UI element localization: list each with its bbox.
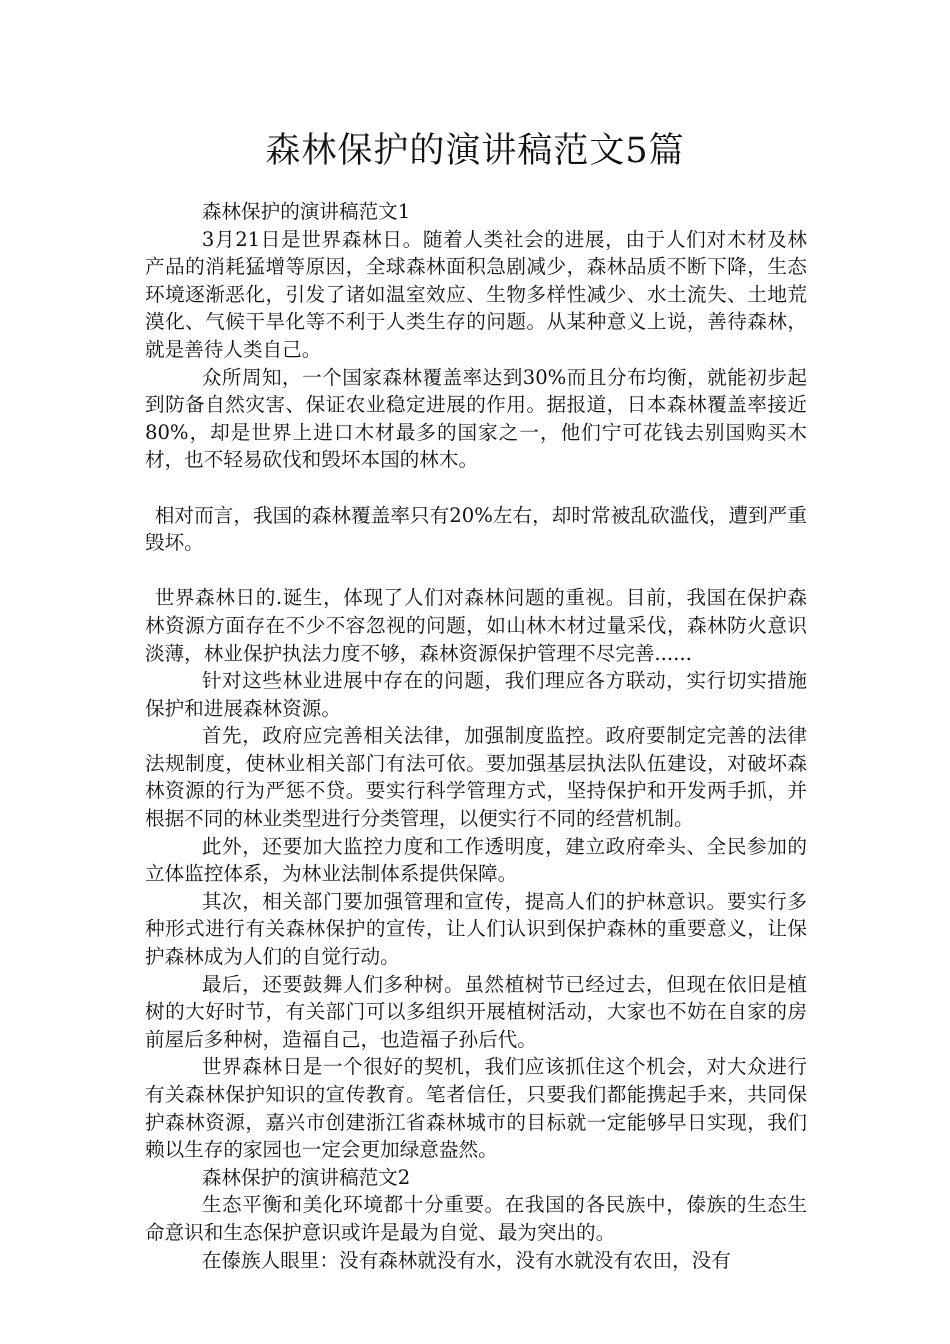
paragraph: 生态平衡和美化环境都十分重要。在我国的各民族中，傣族的生态生命意识和生态保护意识或许是最为自觉、最为突出的。 [145, 1193, 807, 1244]
document-body [145, 198, 807, 1274]
paragraph: 世界森林日是一个很好的契机，我们应该抓住这个机会，对大众进行有关森林保护知识的宣传教育。笔者信任，只要我们都能携起手来，共同保护森林资源，嘉兴市创建浙江省森林城市的目标就一定能够早日实现，我们赖以生存的家园也一定会更加绿意盎然。 [145, 1055, 807, 1162]
section-heading: 森林保护的演讲稿范文1 [201, 200, 411, 223]
paragraph: 最后，还要鼓舞人们多种树。虽然植树节已经过去，但现在依旧是植树的大好时节，有关部门可以多组织开展植树活动，大家也不妨在自家的房前屋后多种树，造福自己，也造福子孙后代。 [145, 972, 807, 1051]
paragraph: 针对这些林业进展中存在的问题，我们理应各方联动，实行切实措施保护和进展森林资源。 [145, 669, 807, 720]
paragraph: 3月21日是世界森林日。随着人类社会的进展，由于人们对木材及林产品的消耗猛增等原因，全球森林面积急剧减少，森林品质不断下降，生态环境逐渐恶化，引发了诸如温室效应、生物多样性减少、水土流失、土地荒漠化、气候干旱化等不利于人类生存的问题。从某种意义上说，善待森林，就是善待人类自己。 [145, 227, 807, 361]
section-heading: 森林保护的演讲稿范文2 [201, 1165, 411, 1189]
paragraph: 世界森林日的.诞生，体现了人们对森林问题的重视。目前，我国在保护森林资源方面存在不少不容忽视的问题，如山林木材过量采伐，森林防火意识淡薄，林业保护执法力度不够，森林资源保护管理不尽完善...... [145, 586, 807, 665]
paragraph: 相对而言，我国的森林覆盖率只有20%左右，却时常被乱砍滥伐，遭到严重毁坏。 [145, 503, 807, 555]
document-title: 森林保护的演讲稿范文5篇 [265, 131, 685, 171]
paragraph: 其次，相关部门要加强管理和宣传，提高人们的护林意识。要实行多种形式进行有关森林保护的宣传，让人们认识到保护森林的重要意义，让保护森林成为人们的自觉行动。 [145, 889, 807, 969]
paragraph: 在傣族人眼里：没有森林就没有水，没有水就没有农田，没有 [201, 1248, 731, 1272]
paragraph: 此外，还要加大监控力度和工作透明度，建立政府牵头、全民参加的立体监控体系，为林业法制体系提供保障。 [145, 834, 807, 886]
paragraph: 众所周知，一个国家森林覆盖率达到30%而且分布均衡，就能初步起到防备自然灾害、保证农业稳定进展的作用。据报道，日本森林覆盖率接近80%，却是世界上进口木材最多的国家之一，他们宁可花钱去别国购买木材，也不轻易砍伐和毁坏本国的林木。 [145, 365, 807, 472]
paragraph: 首先，政府应完善相关法律，加强制度监控。政府要制定完善的法律法规制度，使林业相关部门有法可依。要加强基层执法队伍建设，对破坏森林资源的行为严惩不贷。要实行科学管理方式，坚持保护和开发两手抓，并根据不同的林业类型进行分类管理，以便实行不同的经营机制。 [145, 724, 807, 831]
